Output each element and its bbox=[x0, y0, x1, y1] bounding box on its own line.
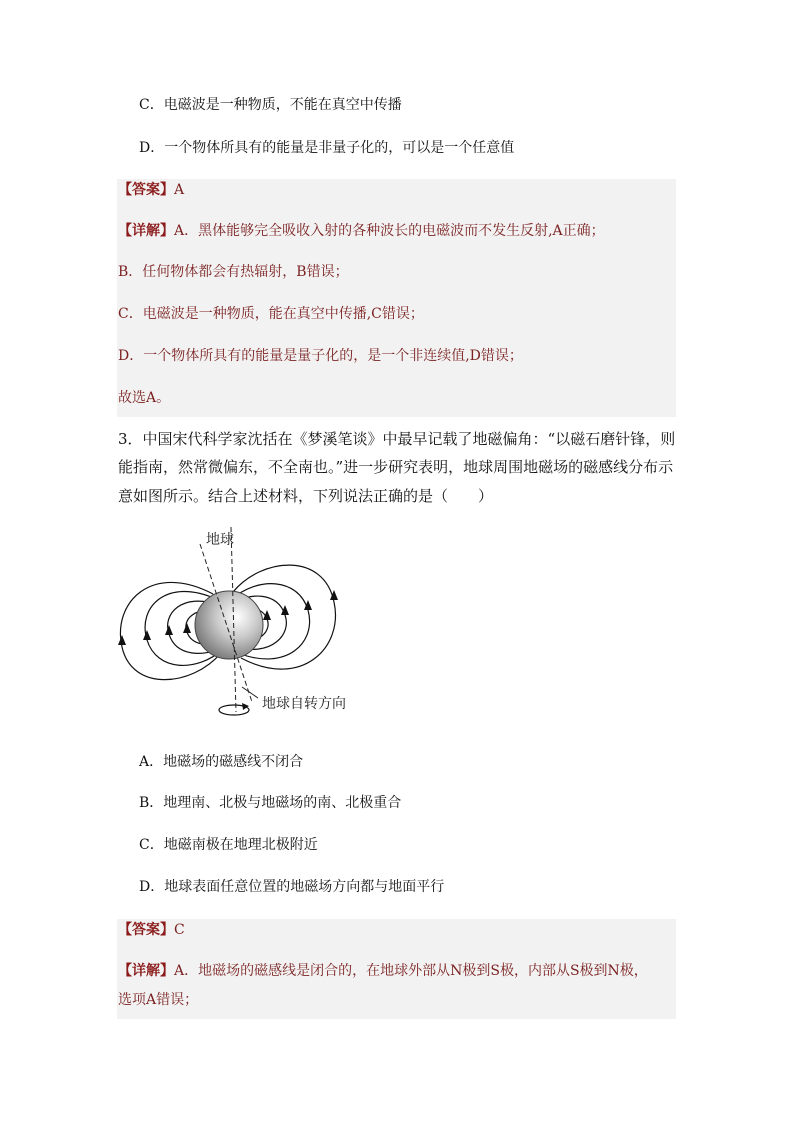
option-c-prev: C．电磁波是一种物质，不能在真空中传播 bbox=[139, 97, 402, 113]
answer-3: 【答案】C bbox=[118, 922, 185, 938]
rotation-arrow bbox=[242, 703, 249, 710]
option-b: B．地理南、北极与地磁场的南、北极重合 bbox=[139, 795, 402, 811]
magnetic-field-diagram bbox=[112, 522, 362, 722]
arrow-right-2 bbox=[304, 600, 312, 610]
detail-3-line-b: 选项A错误； bbox=[118, 992, 199, 1008]
rotation-direction-label: 地球自转方向 bbox=[262, 696, 346, 712]
answer-1: 【答案】A bbox=[118, 182, 185, 198]
arrow-left-3 bbox=[165, 625, 173, 635]
answer-block-1 bbox=[117, 179, 676, 417]
earth-label: 地球 bbox=[206, 532, 234, 548]
detail-3-line-a: 【详解】A．地磁场的磁感线是闭合的，在地球外部从N极到S极，内部从S极到N极， bbox=[118, 963, 648, 979]
detail-1-line-b: B．任何物体都会有热辐射，B错误； bbox=[118, 264, 349, 280]
earth-sphere bbox=[195, 591, 263, 659]
option-d-prev: D．一个物体所具有的能量是非量子化的，可以是一个任意值 bbox=[139, 140, 515, 156]
arrow-left-1 bbox=[118, 635, 126, 645]
question-3-line-1: 3．中国宋代科学家沈括在《梦溪笔谈》中最早记载了地磁偏角：“以磁石磨针锋，则 bbox=[118, 430, 676, 448]
detail-1-line-c: C．电磁波是一种物质，能在真空中传播,C错误； bbox=[118, 306, 424, 322]
detail-1-line-d: D．一个物体所具有的能量是量子化的，是一个非连续值,D错误； bbox=[118, 348, 523, 364]
arrow-left-4 bbox=[183, 623, 191, 633]
option-a: A．地磁场的磁感线不闭合 bbox=[139, 754, 304, 770]
question-3-line-3: 意如图所示。结合上述材料，下列说法正确的是（ ） bbox=[118, 487, 494, 505]
detail-1-conclusion: 故选A。 bbox=[118, 390, 171, 406]
option-d: D．地球表面任意位置的地磁场方向都与地面平行 bbox=[139, 879, 445, 895]
question-3-line-2: 能指南，然常微偏东，不全南也。”进一步研究表明，地球周围地磁场的磁感线分布示 bbox=[118, 458, 674, 476]
detail-1-line-a: 【详解】A．黑体能够完全吸收入射的各种波长的电磁波而不发生反射,A正确； bbox=[118, 223, 605, 239]
option-c: C．地磁南极在地理北极附近 bbox=[139, 837, 318, 853]
arrow-left-2 bbox=[143, 630, 151, 640]
arrow-right-3 bbox=[281, 605, 289, 615]
